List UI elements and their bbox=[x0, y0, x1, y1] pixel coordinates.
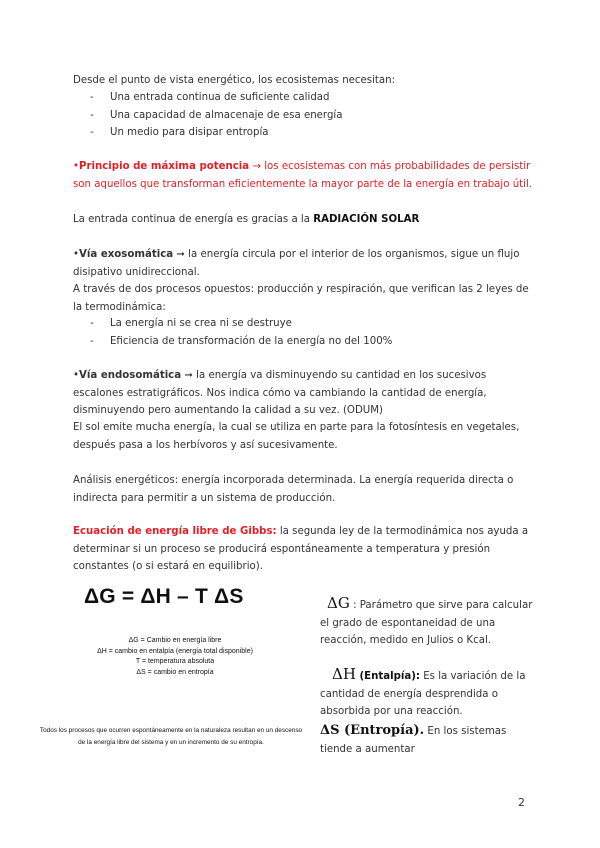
delta-s-symbol: ΔS bbox=[320, 723, 340, 738]
principle-title: Principio de máxima potencia bbox=[79, 161, 250, 172]
delta-g-symbol: ΔG bbox=[327, 594, 350, 612]
exosomatic-paragraph bbox=[73, 246, 533, 281]
equation-legend bbox=[40, 636, 310, 678]
delta-h-text: Es la variación de la cantidad de energía desprendida o absorbida por una reacción. bbox=[320, 671, 526, 718]
arrow-icon: ➞ bbox=[184, 370, 193, 381]
legend-item: ΔH = cambio en entalpía (energía total disponible) bbox=[97, 647, 253, 655]
delta-s-label: (Entropía). bbox=[339, 723, 425, 738]
list-item: - Una entrada continua de suficiente calidad bbox=[73, 89, 342, 107]
exo-title: Vía exosomática bbox=[79, 249, 174, 260]
gibbs-text: la segunda ley de la termodinámica nos ayuda a determinar si un proceso se producirá espontáneamente a temperatura y presión constantes (o si estará en equilibrio). bbox=[73, 526, 529, 573]
legend-item: T = temperatura absoluta bbox=[135, 658, 215, 665]
bullet: • bbox=[73, 249, 80, 260]
delta-h-label: (Entalpía): bbox=[355, 671, 420, 682]
principle-text: los ecosistemas con más probabilidades de persistir son aquellos que transforman eficientemente la mayor parte de la energía en trabajo útil. bbox=[73, 161, 533, 190]
delta-g-definition bbox=[320, 595, 535, 650]
solar-prefix: La entrada continua de energía es gracias a la bbox=[73, 214, 314, 225]
legend-item: ΔG = Cambio en energía libre bbox=[128, 637, 222, 644]
bullet: • bbox=[73, 161, 80, 172]
list-item: - Un medio para disipar entropía bbox=[73, 124, 342, 142]
gibbs-intro bbox=[73, 523, 533, 576]
endo-title: Vía endosomática bbox=[79, 370, 182, 381]
intro-list bbox=[73, 89, 342, 142]
endosomatic-paragraph bbox=[73, 367, 533, 420]
delta-h-symbol: ΔH bbox=[332, 665, 356, 683]
intro-lead: Desde el punto de vista energético, los ecosistemas necesitan: bbox=[73, 75, 396, 86]
delta-s-text: En los sistemas tiende a aumentar bbox=[320, 726, 507, 755]
thermo-laws-list bbox=[73, 315, 392, 350]
solar-emphasis: RADIACIÓN SOLAR bbox=[313, 214, 420, 225]
note-line: de la energía libre del sistema y en un incremento de su entropía. bbox=[78, 739, 264, 746]
endo-text: la energía va disminuyendo su cantidad en los sucesivos escalones estratigráficos. Nos indica cómo va cambiando la cantidad de energía, disminuyendo pero aumentando la calidad a su vez. (ODUM) bbox=[73, 370, 487, 417]
legend-item: ΔS = cambio en entropía bbox=[136, 668, 214, 676]
list-item: - La energía ni se crea ni se destruye bbox=[73, 315, 392, 333]
gibbs-title: Ecuación de energía libre de Gibbs: bbox=[73, 526, 277, 537]
endo-para: El sol emite mucha energía, la cual se utiliza en parte para la fotosíntesis en vegetales, después pasa a los herbívoros y así sucesivamente. bbox=[73, 422, 520, 451]
delta-g-text: : Parámetro que sirve para calcular el grado de espontaneidad de una reacción, medido en Julios o Kcal. bbox=[320, 600, 533, 647]
delta-h-definition bbox=[320, 666, 535, 721]
page-number: 2 bbox=[518, 796, 525, 809]
max-power-principle bbox=[73, 158, 533, 193]
energy-analysis: Análisis energéticos: energía incorporada determinada. La energía requerida directa o indirecta para permitir a un sistema de producción. bbox=[73, 475, 514, 504]
delta-s-definition bbox=[320, 722, 535, 758]
gibbs-equation: ΔG = ΔH – T ΔS bbox=[84, 585, 244, 608]
exo-text: la energía circula por el interior de los organismos, sigue un flujo disipativo unidireccional. bbox=[73, 249, 520, 278]
arrow-icon: → bbox=[252, 161, 261, 172]
bullet: • bbox=[73, 370, 80, 381]
list-item: - Eficiencia de transformación de la energía no del 100% bbox=[73, 333, 392, 351]
note-line: Todos los procesos que ocurren espontáneamente en la naturaleza resultan en un descenso bbox=[39, 727, 303, 734]
list-item: - Una capacidad de almacenaje de esa energía bbox=[73, 107, 342, 125]
arrow-icon: ➞ bbox=[176, 249, 185, 260]
spontaneous-process-note bbox=[0, 725, 342, 749]
exo-para: A través de dos procesos opuestos: producción y respiración, que verifican las 2 leyes de la termodinámica: bbox=[73, 284, 529, 313]
solar-radiation-line bbox=[73, 211, 533, 229]
